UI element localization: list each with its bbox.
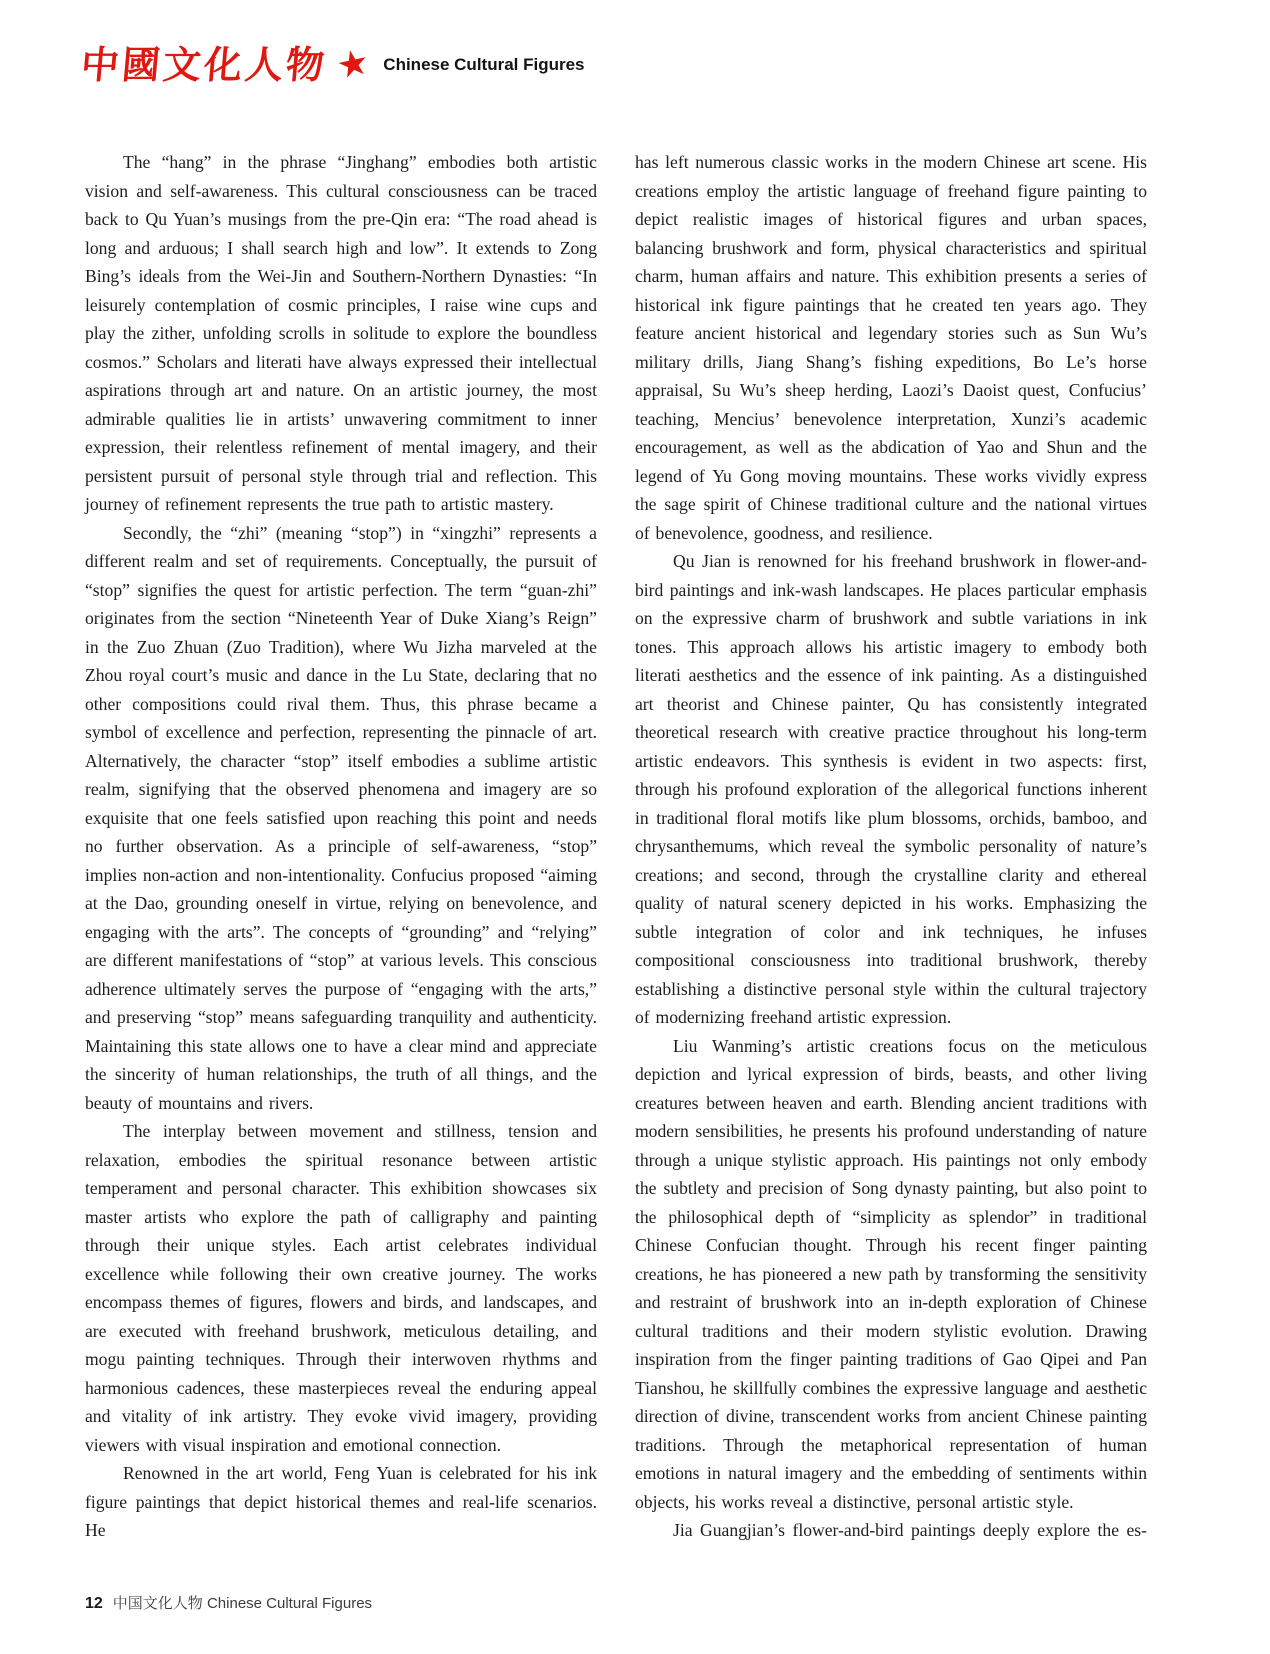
paragraph: Qu Jian is renowned for his freehand brushwork in flower-and-bird paintings and ink-wash landscapes. He places particular emphasis on the expressive charm of brushwork and subtle variations in ink tones. This approach allows his artistic imagery to embody both literati aesthetics and the essence of ink painting. As a distinguished art theorist and Chinese painter, Qu has consistently integrated theoretical research with creative practice throughout his long-term artistic endeavors. This synthesis is evident in two aspects: first, through his profound exploration of the allegorical functions inherent in traditional floral motifs like plum blossoms, orchids, bamboo, and chrysanthemums, which reveal the symbolic personality of nature’s creations; and second, through the crystalline clarity and ethereal quality of natural scenery depicted in his works. Emphasizing the subtle integration of color and ink techniques, he infuses compositional consciousness into traditional brushwork, thereby establishing a distinctive personal style within the cultural trajectory of modernizing freehand artistic expression. xyxy=(635,551,1147,1027)
paragraph: Liu Wanming’s artistic creations focus on the meticulous depiction and lyrical expression of birds, beasts, and other living creatures between heaven and earth. Blending ancient traditions with modern sensibilities, he presents his profound understanding of nature through a unique stylistic approach. His paintings not only embody the subtlety and precision of Song dynasty painting, but also point to the philosophical depth of “simplicity as splendor” in traditional Chinese Confucian thought. Through his recent finger painting creations, he has pioneered a new path by transforming the sensitivity and restraint of brushwork into an in-depth exploration of Chinese cultural traditions and their modern stylistic evolution. Drawing inspiration from the finger painting traditions of Gao Qipei and Pan Tianshou, he skillfully combines the expressive language and aesthetic direction of divine, transcendent works from ancient Chinese painting traditions. Through the metaphorical representation of human emotions in natural imagery and the embedding of sentiments within objects, his works reveal a distinctive, personal artistic style. xyxy=(635,1035,1147,1512)
paragraph: has left numerous classic works in the modern Chinese art scene. His creations employ the artistic language of freehand figure painting to depict realistic images of historical figures and urban spaces, balancing brushwork and form, physical characteristics and spiritual charm, human affairs and nature. This exhibition presents a series of historical ink figure paintings that he created ten years ago. They feature ancient historical and legendary stories such as Sun Wu’s military drills, Jiang Shang’s fishing expeditions, Bo Le’s horse appraisal, Su Wu’s sheep herding, Laozi’s Daoist quest, Confucius’ teaching, Mencius’ benevolence interpretation, Xunzi’s academic encouragement, as well as the abdication of Yao and Shun and the legend of Yu Gong moving mountains. These works vividly express the sage spirit of Chinese traditional culture and the national virtues of benevolence, goodness, and resilience. xyxy=(635,152,1147,543)
page-footer xyxy=(85,1592,372,1613)
right-column xyxy=(635,148,1147,1545)
paragraph: Renowned in the art world, Feng Yuan is celebrated for his ink figure paintings that depict historical themes and real-life scenarios. He xyxy=(85,1463,597,1540)
left-column xyxy=(85,148,597,1545)
paragraph: The “hang” in the phrase “Jinghang” embodies both artistic vision and self-awareness. This cultural consciousness can be traced back to Qu Yuan’s musings from the pre-Qin era: “The road ahead is long and arduous; I shall search high and low”. It extends to Zong Bing’s ideals from the Wei-Jin and Southern-Northern Dynasties: “In leisurely contemplation of cosmic principles, I raise wine cups and play the zither, unfolding scrolls in solitude to explore the boundless cosmos.” Scholars and literati have always expressed their intellectual aspirations through art and nature. On an artistic journey, the most admirable qualities lie in artists’ unwavering commitment to inner expression, their relentless refinement of mental imagery, and their persistent pursuit of personal style through trial and reflection. This journey of refinement represents the true path to artistic mastery. xyxy=(85,152,597,514)
star-icon: ★ xyxy=(333,41,374,88)
paragraph: The interplay between movement and stillness, tension and relaxation, embodies the spiritual resonance between artistic temperament and personal character. This exhibition showcases six master artists who explore the path of calligraphy and painting through their unique styles. Each artist celebrates individual excellence while following their own creative journey. The works encompass themes of figures, flowers and birds, and landscapes, and are executed with freehand brushwork, meticulous detailing, and mogu painting techniques. Through their interwoven rhythms and harmonious cadences, these masterpieces reveal the enduring appeal and vitality of ink artistry. They evoke vivid imagery, providing viewers with visual inspiration and emotional connection. xyxy=(85,1121,597,1455)
paragraph: Secondly, the “zhi” (meaning “stop”) in “xingzhi” represents a different realm and set of requirements. Conceptually, the pursuit of “stop” signifies the quest for artistic perfection. The term “guan-zhi” originates from the section “Nineteenth Year of Duke Xiang’s Reign” in the Zuo Zhuan (Zuo Tradition), where Wu Jizha marveled at the Zhou royal court’s music and dance in the Lu State, declaring that no other compositions could rival them. Thus, this phrase became a symbol of excellence and perfection, representing the pinnacle of art. Alternatively, the character “stop” itself embodies a sublime artistic realm, signifying that the observed phenomena and imagery are so exquisite that one feels satisfied upon reaching this point and needs no further observation. As a principle of self-awareness, “stop” implies non-action and non-intentionality. Confucius proposed “aiming at the Dao, grounding oneself in virtue, relying on benevolence, and engaging with the arts”. The concepts of “grounding” and “relying” are different manifestations of “stop” at various levels. This conscious adherence ultimately serves the purpose of “engaging with the arts,” and preserving “stop” means safeguarding tranquility and authenticity. Maintaining this state allows one to have a clear mind and appreciate the sincerity of human relationships, the truth of all things, and the beauty of mountains and rivers. xyxy=(85,522,597,1113)
article-body xyxy=(85,148,1147,1545)
page-header xyxy=(81,42,585,88)
page-number: 12 xyxy=(85,1595,103,1612)
magazine-logo-chinese: 中國文化人物 xyxy=(79,42,330,87)
magazine-logo-english: Chinese Cultural Figures xyxy=(383,55,585,74)
paragraph: Jia Guangjian’s flower-and-bird paintings deeply explore the es- xyxy=(673,1520,1147,1540)
footer-journal-title: 中国文化人物 Chinese Cultural Figures xyxy=(112,1595,373,1612)
